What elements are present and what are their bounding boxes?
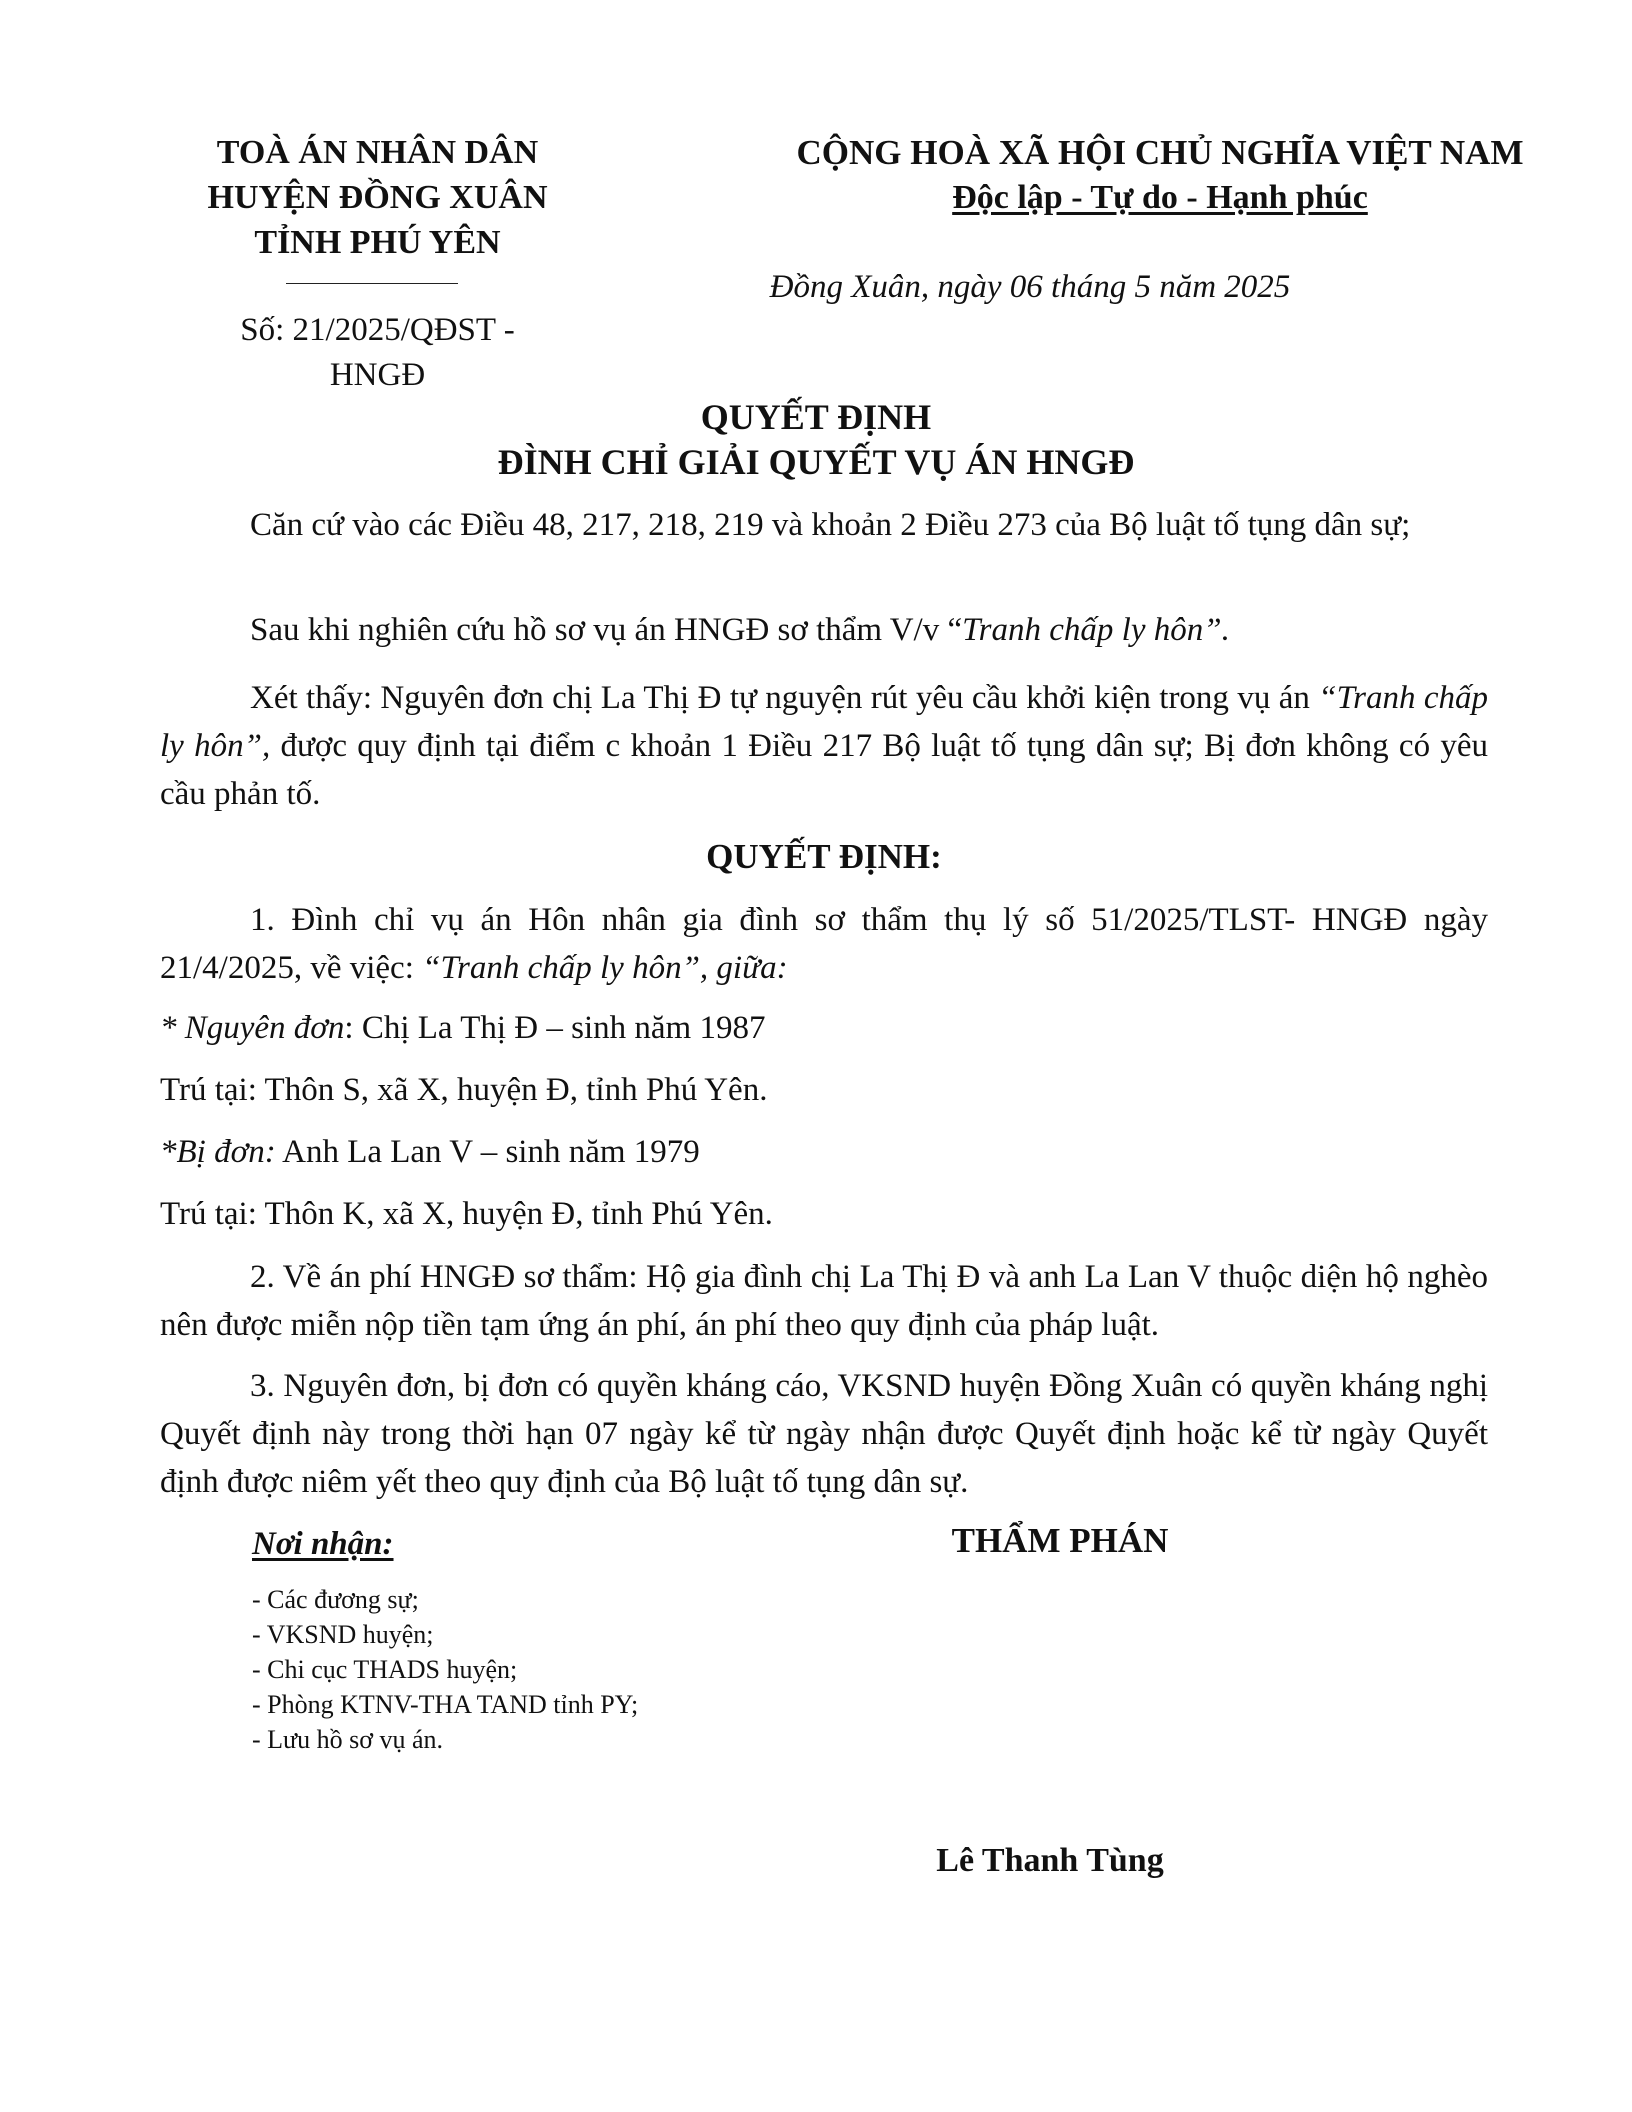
decision-heading: QUYẾT ĐỊNH: [706,837,942,876]
plaintiff-label: * Nguyên đơn [160,1010,345,1046]
judge-name: Lê Thanh Tùng [936,1842,1164,1879]
decision-item-1-text: 1. Đình chỉ vụ án Hôn nhân gia đình sơ thẩm thụ lý số 51/2025/TLST- HNGĐ ngày 21/4/2025, về việc: [160,902,1488,986]
decision-number-line-2: HNGĐ [329,357,426,393]
recipient-item: - Phòng KTNV-THA TAND tỉnh PY; [252,1690,639,1719]
recipient-item: - Các đương sự; [252,1585,419,1614]
legal-basis-paragraph: Căn cứ vào các Điều 48, 217, 218, 219 và khoản 2 Điều 273 của Bộ luật tố tụng dân sự; [250,507,1411,543]
court-line-3: TỈNH PHÚ YÊN [254,224,501,261]
plaintiff-value: : Chị La Thị Đ – sinh năm 1987 [344,1010,766,1046]
recipient-list [252,1582,638,1757]
recipients-title [252,1522,394,1567]
decision-item-1 [160,896,1488,992]
court-line-2: HUYỆN ĐỒNG XUÂN [207,179,548,216]
plaintiff-address: Trú tại: Thôn S, xã X, huyện Đ, tỉnh Phú Yên. [160,1072,768,1108]
decision-item-1-case: “Tranh chấp ly hôn”, giữa: [422,950,788,986]
judge-title: THẨM PHÁN [951,1521,1169,1560]
recipient-item: - VKSND huyện; [252,1620,434,1649]
decision-number-line-1: Số: 21/2025/QĐST - [240,312,515,348]
recipients-title-text: Nơi nhận: [252,1526,394,1562]
court-line-1: TOÀ ÁN NHÂN DÂN [216,134,539,171]
national-title: CỘNG HOÀ XÃ HỘI CHỦ NGHĨA VIỆT NAM [796,133,1524,172]
document-title [150,395,1482,485]
document-title-line-1: QUYẾT ĐỊNH [700,397,932,437]
national-motto-text: Độc lập - Tự do - Hạnh phúc [952,179,1368,216]
court-divider [286,283,458,284]
decision-item-2: 2. Về án phí HNGĐ sơ thẩm: Hộ gia đình chị La Thị Đ và anh La Lan V thuộc diện hộ nghèo nên được miễn nộp tiền tạm ứng án phí, án phí theo quy định của pháp luật. [160,1259,1488,1343]
finding-paragraph [160,674,1488,818]
finding-paragraph-case: “Tranh chấp ly hôn”, [160,680,1489,764]
defendant-value: Anh La Lan V – sinh năm 1979 [275,1134,700,1170]
national-motto [705,175,1615,220]
decision-number [150,308,605,398]
research-paragraph [160,606,1488,654]
research-paragraph-case: Tranh chấp ly hôn”. [962,612,1230,648]
defendant-line [160,1128,1488,1176]
plaintiff-line [160,1004,1488,1052]
defendant-label: *Bị đơn: [160,1134,276,1170]
research-paragraph-text: Sau khi nghiên cứu hồ sơ vụ án HNGĐ sơ thẩm V/v “ [250,612,963,648]
finding-paragraph-text: Xét thấy: Nguyên đơn chị La Thị Đ tự nguyện rút yêu cầu khởi kiện trong vụ án [250,680,1319,716]
recipient-item: - Lưu hồ sơ vụ án. [252,1725,444,1754]
document-title-line-2: ĐÌNH CHỈ GIẢI QUYẾT VỤ ÁN HNGĐ [497,442,1135,482]
recipient-item: - Chi cục THADS huyện; [252,1655,518,1684]
finding-paragraph-rest: được quy định tại điểm c khoản 1 Điều 217 Bộ luật tố tụng dân sự; Bị đơn không có yêu cầu phản tố. [160,728,1488,812]
court-name-block [150,130,605,265]
issue-date: Đồng Xuân, ngày 06 tháng 5 năm 2025 [769,269,1291,305]
defendant-address: Trú tại: Thôn K, xã X, huyện Đ, tỉnh Phú Yên. [160,1196,773,1232]
decision-item-3: 3. Nguyên đơn, bị đơn có quyền kháng cáo, VKSND huyện Đồng Xuân có quyền kháng nghị Quyết định này trong thời hạn 07 ngày kể từ ngày nhận được Quyết định hoặc kể từ ngày Quyết định được niêm yết theo quy định của Bộ luật tố tụng dân sự. [160,1368,1488,1500]
